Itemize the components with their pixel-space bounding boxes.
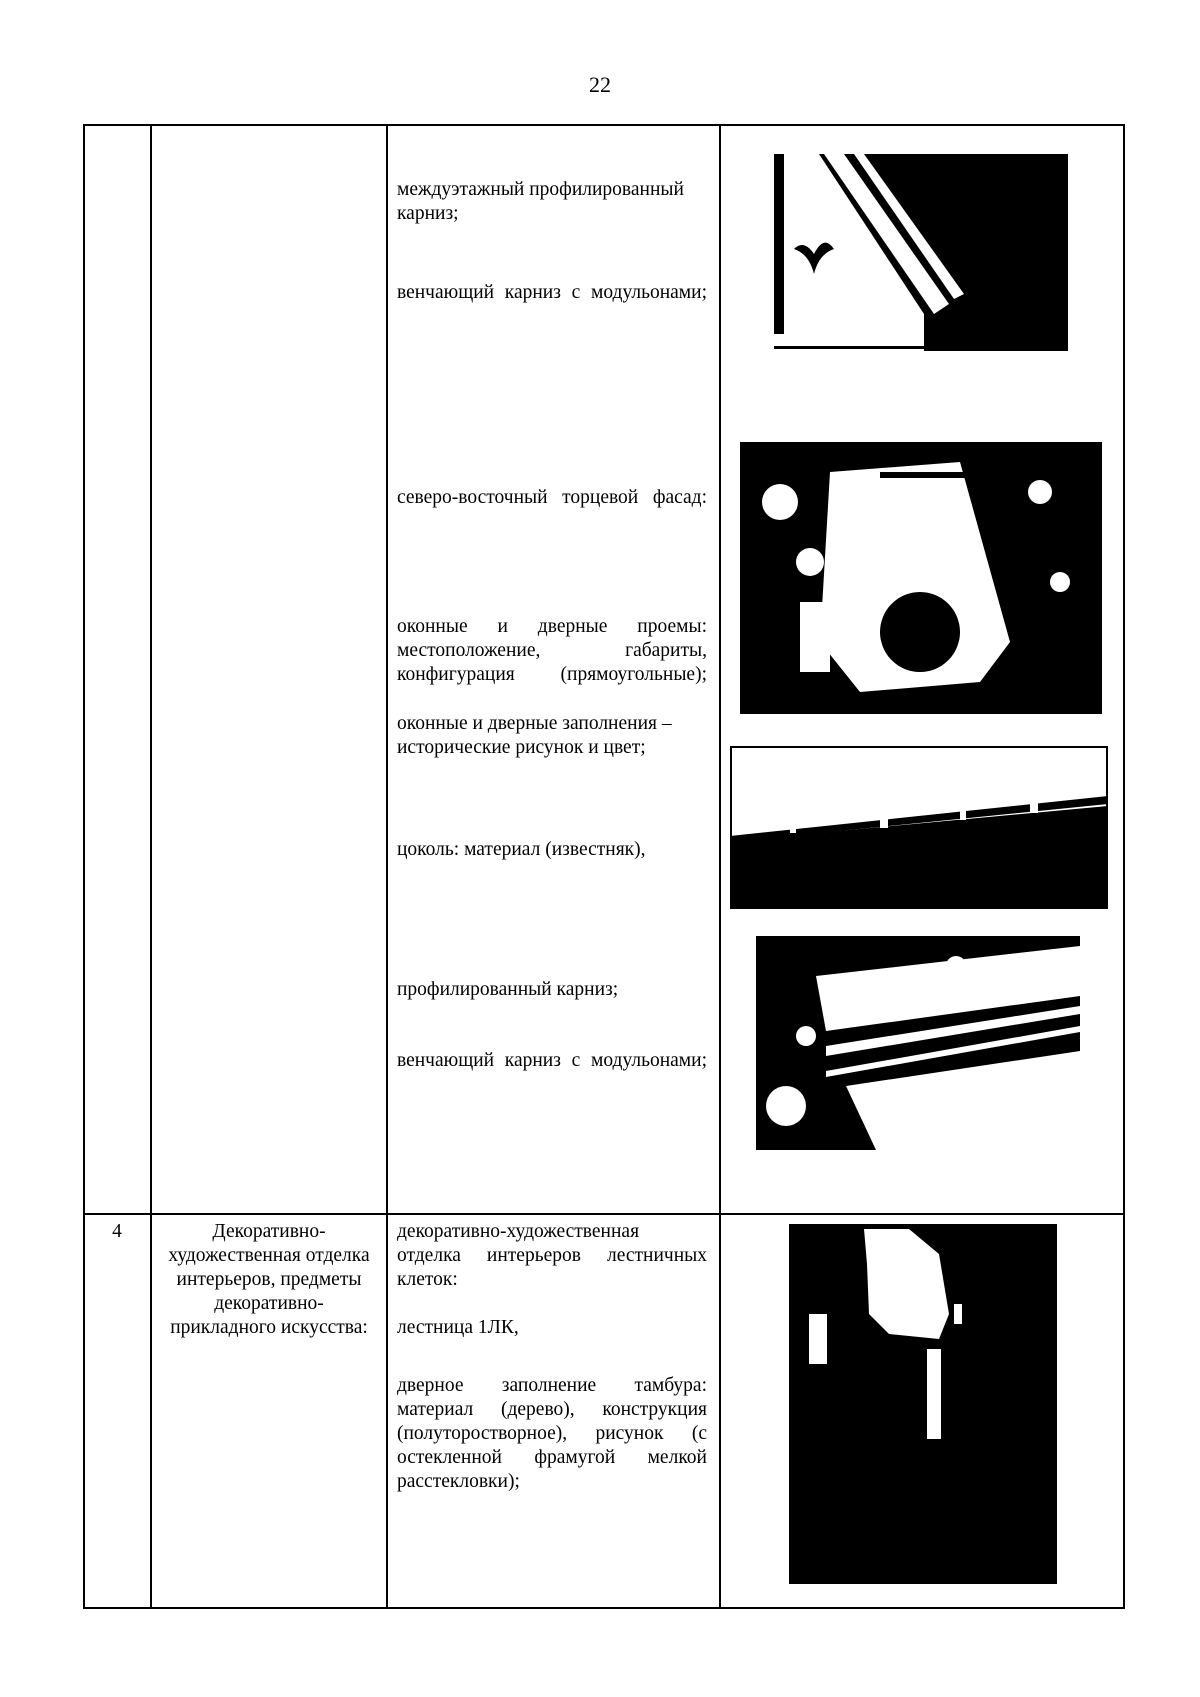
northeast-facade-photo xyxy=(740,442,1102,714)
page-number: 22 xyxy=(589,72,611,97)
vestibule-door-photo xyxy=(789,1224,1057,1584)
category-text: Декоративно-художественная отделка интерьеров, предметы декоративно-прикладного искусства: xyxy=(168,1221,370,1338)
text-block: дверное заполнение тамбура: материал (дерево), конструкция (полуторостворное), рисунок (с остекленной фрамугой мелкой расстекловки); xyxy=(397,1375,707,1492)
column-border xyxy=(719,124,721,1609)
column-border xyxy=(150,124,152,1609)
column-border xyxy=(386,124,388,1609)
facade-cornice-photo xyxy=(774,154,1068,351)
table-top-border xyxy=(83,124,1125,126)
text-block: цоколь: материал (известняк), xyxy=(397,839,646,860)
table-bottom-border xyxy=(83,1607,1125,1609)
text-block: междуэтажный профилированный карниз; xyxy=(397,179,684,224)
profiled-cornice-photo xyxy=(756,936,1080,1150)
text-block: лестница 1ЛК, xyxy=(397,1317,519,1338)
plinth-photo xyxy=(730,746,1108,909)
column-border xyxy=(1123,124,1125,1609)
text-block: профилированный карниз; xyxy=(397,979,619,1000)
text-block: оконные и дверные проемы: местоположение, габариты, конфигурация (прямоугольные); xyxy=(397,616,707,685)
text-block: оконные и дверные заполнения – исторические рисунок и цвет; xyxy=(397,713,672,758)
column-border xyxy=(83,124,85,1609)
text-block: декоративно-художественная отделка интерьеров лестничных клеток: xyxy=(397,1221,707,1290)
text-block: северо-восточный торцевой фасад: xyxy=(397,487,707,508)
monument-table xyxy=(83,124,1125,1609)
row-divider xyxy=(83,1213,1125,1215)
row-number: 4 xyxy=(112,1221,122,1242)
text-block: венчающий карниз с модульонами; xyxy=(397,282,707,303)
text-block: венчающий карниз с модульонами; xyxy=(397,1050,707,1071)
